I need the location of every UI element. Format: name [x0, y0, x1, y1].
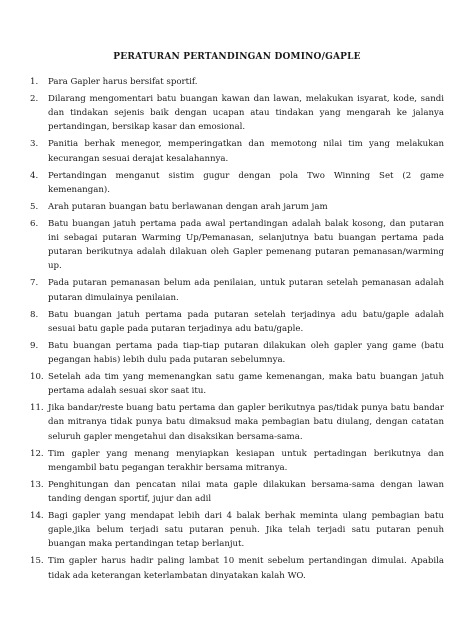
rules-list [30, 75, 444, 583]
rule-number: 9. [30, 340, 39, 351]
rule-text: Batu buangan pertama pada tiap-tiap putaran dilakukan oleh gapler yang game (batu pegangan habis) lebih dulu pada putaran sebelumnya. [48, 340, 444, 366]
rule-item [30, 200, 444, 214]
rule-number: 8. [30, 309, 39, 320]
rule-text: Penghitungan dan pencatan nilai mata gaple dilakukan bersama-sama dengan lawan tanding dengan sportif, jujur dan adil [48, 479, 444, 505]
rule-text: Batu buangan jatuh pertama pada awal pertandingan adalah balak kosong, dan putaran ini sebagai putaran Warming Up/Pemanasan, selanjutnya batu buangan pertama pada putaran berikutnya adalah dilakuan oleh Gapler pemenang putaran pemanasan/warming up. [48, 218, 444, 272]
rule-number: 11. [30, 403, 44, 414]
rule-number: 3. [30, 139, 39, 150]
rule-text: Para Gapler harus bersifat sportif. [48, 77, 198, 87]
rule-number: 13. [30, 479, 44, 490]
rule-item [30, 447, 444, 475]
rule-number: 7. [30, 278, 39, 289]
rule-text: Pertandingan menganut sistim gugur dengan pola Two Winning Set (2 game kemenangan). [48, 170, 444, 195]
rule-item [30, 308, 444, 336]
rule-text: Bagi gapler yang mendapat lebih dari 4 balak berhak meminta ulang pembagian batu gaple,jika belum terjadi satu putaran penuh. Jika telah terjadi satu putaran penuh buangan maka pertandingan tetap berlanjut. [48, 511, 444, 550]
rule-item [30, 169, 444, 197]
rule-text: Setelah ada tim yang memenangkan satu game kemenangan, maka batu buangan jatuh pertama adalah sesuai skor saat itu. [48, 372, 444, 397]
rule-number: 4. [30, 170, 39, 181]
rule-item [30, 478, 444, 506]
rule-text: Dilarang mengomentari batu buangan kawan dan lawan, melakukan isyarat, kode, sandi dan tindakan sejenis baik dengan ucapan atau tindakan yang mengarah ke jalanya pertandingan, bersikap kasar dan emosional. [48, 94, 444, 133]
rule-number: 15. [30, 556, 44, 567]
rule-item [30, 370, 444, 398]
rule-item [30, 75, 444, 89]
rule-text: Jika bandar/reste buang batu pertama dan gapler berikutnya pas/tidak punya batu bandar dan mitranya tidak punya batu dimaksud maka pembagian batu diulang, dengan catatan seluruh gapler mengetahui dan disaksikan bersama-sama. [48, 403, 444, 442]
rule-item [30, 339, 444, 367]
rule-number: 14. [30, 511, 44, 522]
rule-item [30, 509, 444, 552]
rule-text: Tim gapler harus hadir paling lambat 10 menit sebelum pertandingan dimulai. Apabila tidak ada keterangan keterlambatan dinyatakan kalah WO. [48, 556, 444, 581]
rule-item [30, 401, 444, 444]
rule-text: Tim gapler yang menang menyiapkan kesiapan untuk pertadingan berikutnya dan mengambil batu pegangan terakhir bersama mitranya. [48, 448, 444, 473]
rule-text: Arah putaran buangan batu berlawanan dengan arah jarum jam [48, 201, 328, 212]
rule-number: 12. [30, 448, 44, 459]
rule-item [30, 276, 444, 304]
document-title: PERATURAN PERTANDINGAN DOMINO/GAPLE [113, 52, 361, 62]
rule-item [30, 92, 444, 135]
rule-number: 5. [30, 201, 39, 212]
rule-number: 1. [30, 77, 39, 87]
rule-item [30, 554, 444, 582]
rule-number: 10. [30, 372, 44, 383]
rule-number: 6. [30, 218, 39, 229]
rule-item [30, 217, 444, 274]
rule-text: Batu buangan jatuh pertama pada putaran setelah terjadinya adu batu/gaple adalah sesuai batu gaple pada putaran terjadinya adu batu/gaple. [48, 309, 444, 334]
rule-text: Pada putaran pemanasan belum ada penilaian, untuk putaran setelah pemanasan adalah putaran dimulainya penilaian. [48, 278, 444, 303]
rule-item [30, 137, 444, 165]
rule-number: 2. [30, 94, 39, 104]
rule-text: Panitia berhak menegor, memperingatkan dan memotong nilai tim yang melakukan kecurangan sesuai derajat kesalahannya. [48, 139, 444, 164]
